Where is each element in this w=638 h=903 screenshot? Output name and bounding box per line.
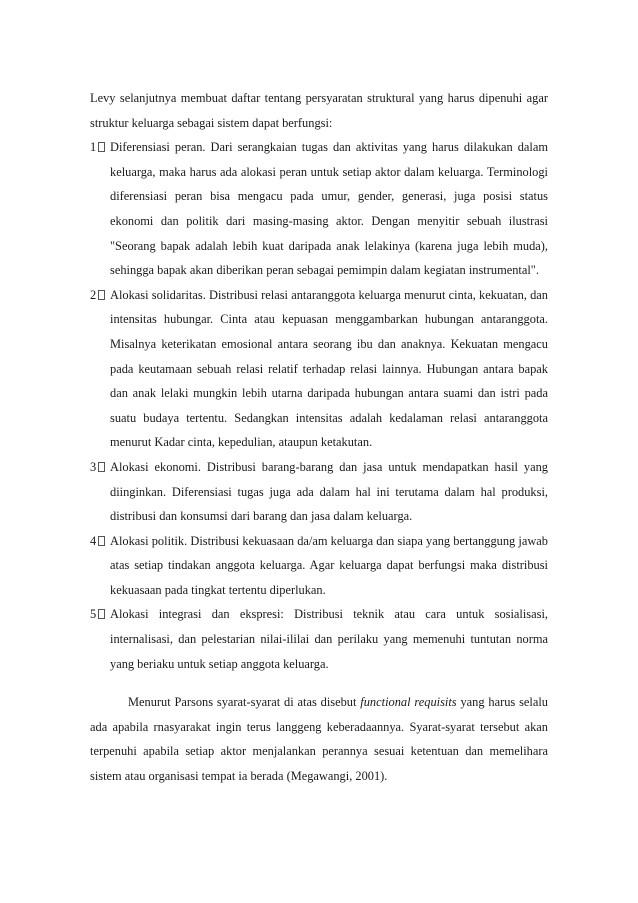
list-marker [90, 529, 105, 554]
requirements-list [90, 135, 548, 676]
list-item [90, 602, 548, 676]
list-number: 3 [90, 459, 97, 474]
closing-italic-term: functional requisits [360, 695, 457, 710]
closing-paragraph [90, 690, 548, 788]
list-number: 5 [90, 607, 97, 622]
document-page [90, 86, 548, 789]
list-marker [90, 283, 105, 308]
list-number: 2 [90, 287, 97, 302]
intro-paragraph: Levy selanjutnya membuat daftar tentang persyaratan struktural yang harus dipenuhi agar struktur keluarga sebagai sistem dapat berfungsi: [90, 91, 548, 130]
list-marker [90, 455, 105, 480]
list-marker [90, 602, 105, 627]
list-item [90, 283, 548, 455]
closing-text-before: Menurut Parsons syarat-syarat di atas disebut [128, 695, 361, 710]
list-item [90, 135, 548, 283]
list-item-text: Alokasi ekonomi. Distribusi barang-barang dan jasa untuk mendapatkan hasil yang diinginkan. Diferensiasi tugas juga ada dalam hal ini terutama dalam hal produksi, distribusi dan konsumsi dari barang dan jasa dalam keluarga. [110, 459, 548, 524]
list-item-text: Alokasi politik. Distribusi kekuasaan da/am keluarga dan siapa yang bertanggung jawab atas setiap tindakan anggota keluarga. Agar keluarga dapat berfungsi maka distribusi kekuasaan pada tingkat tertentu diperlukan. [110, 533, 548, 597]
list-item-text: Diferensiasi peran. Dari serangkaian tugas dan aktivitas yang harus dilakukan dalam keluarga, maka harus ada alokasi peran untuk setiap aktor dalam keluarga. Terminologi diferensiasi peran bisa mengacu pada umur, gender, generasi, juga posisi status ekonomi dan politik dari masing-masing aktor. Dengan menyitir sebuah ilustrasi "Seorang bapak adalah lebih kuat daripada anak lelakinya (karena juga lebih muda), sehingga bapak akan diberikan peran sebagai pemimpin dalam kegiatan instrumental". [110, 140, 548, 278]
missing-glyph-icon [98, 536, 105, 546]
list-item [90, 455, 548, 529]
missing-glyph-icon [98, 462, 105, 472]
missing-glyph-icon [98, 609, 105, 619]
closing-text-after: yang harus selalu ada apabila rnasyarakat ingin terus langgeng keberadaannya. Syarat-syarat tersebut akan terpenuhi apabila setiap aktor menjalankan perannya sesuai ketentuan dan memelihara sistem atau organisasi tempat ia berada (Megawangi, 2001). [90, 695, 548, 784]
list-item [90, 529, 548, 603]
list-item-text: Alokasi integrasi dan ekspresi: Distribusi teknik atau cara untuk sosialisasi, internalisasi, dan pelestarian nilai-ililai dan perilaku yang memenuhi tuntutan norma yang beriaku untuk setiap anggota keluarga. [110, 607, 548, 671]
missing-glyph-icon [98, 142, 105, 152]
list-number: 1 [90, 140, 97, 155]
list-marker [90, 135, 105, 160]
list-number: 4 [90, 533, 97, 548]
list-item-text: Alokasi solidaritas. Distribusi relasi antaranggota keluarga menurut cinta, kekuatan, dan intensitas hubungar. Cinta atau kepuasan menggambarkan hubungan antaranggota. Misalnya keterikatan emosional antara seorang ibu dan anaknya. Kekuatan mengacu pada keutamaan sebuah relasi relatif terhadap relasi lainnya. Hubungan antara bapak dan anak lelaki mungkin lebih utarna daripada hubungan antara suami dan istri pada suatu budaya tertentu. Sedangkan intensitas adalah kedalaman relasi antaranggota menurut Kadar cinta, kepedulian, ataupun ketakutan. [110, 287, 548, 450]
missing-glyph-icon [98, 290, 105, 300]
